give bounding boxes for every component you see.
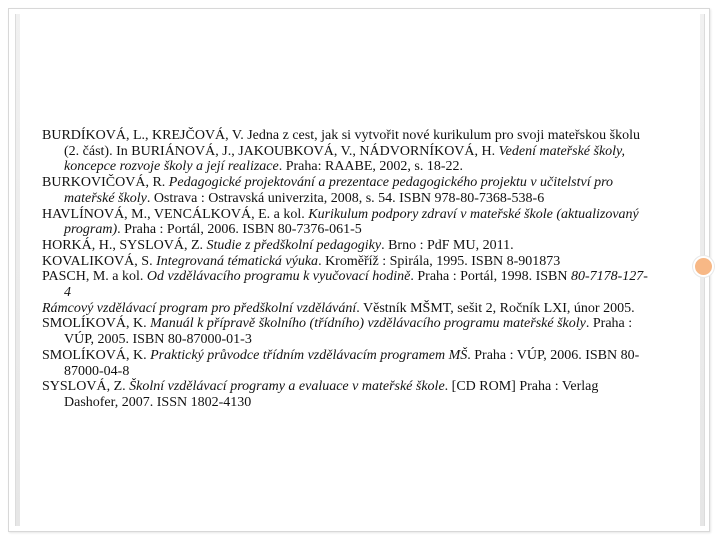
reference-item [42, 316, 652, 347]
ref-rest: . Praha : Portál, 1998. ISBN [410, 269, 571, 285]
reference-item [42, 348, 652, 379]
ref-rest: . Ostrava : Ostravská univerzita, 2008, s. 54. ISBN 978-80-7368-538-6 [146, 190, 545, 206]
ref-authors: HAVLÍNOVÁ, M., VENCÁLKOVÁ, E. a kol. [42, 206, 309, 222]
reference-item [42, 269, 652, 300]
ref-title: Rámcový vzdělávací program pro předškolní vzdělávání [42, 300, 357, 316]
bibliography-list [42, 128, 652, 411]
accent-dot-decoration [693, 256, 714, 277]
ref-title: Pedagogické projektování a prezentace pedagogického projektu v učitelství pro mateřské školy [64, 175, 614, 206]
ref-title: Kurikulum podpory zdraví v mateřské škole (aktualizovaný program) [64, 206, 639, 238]
reference-item [42, 128, 652, 175]
ref-rest: . Kroměříž : Spirála, 1995. ISBN 8-901873 [318, 253, 561, 269]
reference-item [42, 175, 652, 206]
ref-title: Školní vzdělávací programy a evaluace v mateřské škole [129, 379, 445, 395]
ref-authors: SMOLÍKOVÁ, K. [42, 347, 151, 363]
ref-rest: . Praha : Portál, 2006. ISBN 80-7376-061-5 [117, 222, 362, 238]
reference-item [42, 207, 652, 238]
ref-authors: SMOLÍKOVÁ, K. [42, 316, 151, 332]
ref-rest: . Praha : VÚP, 2005. ISBN 80-87000-01-3 [64, 316, 633, 348]
ref-rest: . [CD ROM] Praha : Verlag Dashofer, 2007. ISSN 1802-4130 [64, 379, 599, 410]
left-rail-decoration [15, 14, 20, 526]
ref-plain: Jedna z cest, jak si vytvořit nové kurikulum pro svoji mateřskou školu (2. část). In BURIÁNOVÁ, J., JAKOUBKOVÁ, V., NÁDVORNÍKOVÁ, H. [64, 128, 640, 159]
ref-authors: BURDÍKOVÁ, L., KREJČOVÁ, V. [42, 128, 248, 143]
ref-authors: BURKOVIČOVÁ, R. [42, 175, 169, 191]
ref-title: Studie z předškolní pedagogiky [206, 237, 382, 253]
reference-item [42, 379, 652, 410]
ref-title: Od vzdělávacího programu k vyučovací hodině [146, 269, 411, 285]
ref-rest: . Praha : VÚP, 2006. ISBN 80-87000-04-8 [64, 347, 640, 379]
ref-authors: SYSLOVÁ, Z. [42, 379, 130, 395]
reference-item [42, 301, 652, 317]
ref-rest: . Praha: RAABE, 2002, s. 18-22. [278, 159, 464, 175]
ref-title: Praktický průvodce třídním vzdělávacím programem MŠ [150, 347, 468, 363]
ref-title: Integrovaná tématická výuka [156, 253, 319, 269]
ref-authors: HORKÁ, H., SYSLOVÁ, Z. [42, 237, 207, 253]
ref-authors: KOVALIKOVÁ, S. [42, 253, 157, 269]
ref-rest: . Brno : PdF MU, 2011. [381, 237, 514, 253]
ref-title: Vedení mateřské školy, koncepce rozvoje školy a její realizace [64, 143, 625, 175]
reference-item [42, 238, 652, 254]
ref-title: Manuál k přípravě školního (třídního) vzdělávacího programu mateřské školy [150, 316, 586, 332]
ref-authors: PASCH, M. a kol. [42, 269, 147, 285]
ref-isbn-italic: 80-7178-127-4 [64, 269, 648, 301]
ref-rest: . Věstník MŠMT, sešit 2, Ročník LXI, únor 2005. [356, 300, 635, 316]
reference-item [42, 254, 652, 270]
